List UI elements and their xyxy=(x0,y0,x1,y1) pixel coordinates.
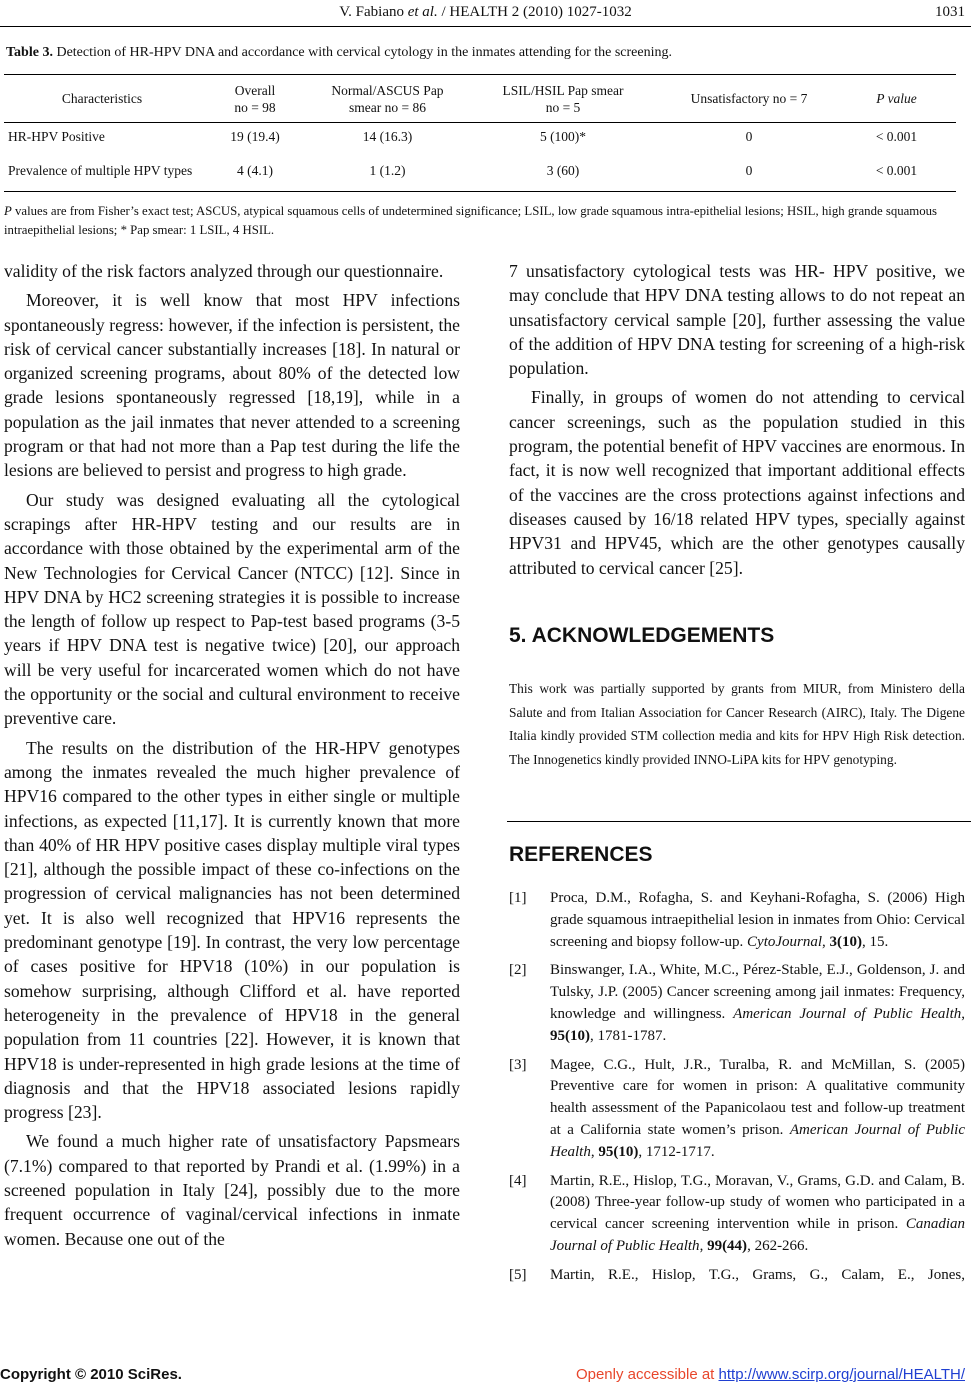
paragraph: Finally, in groups of women do not attending to cervical cancer screenings, such as the population studied in this program, the potential benefit of HPV vaccines are enormous. In fact, it is now well recognized that important additional effects of the vaccines are the cross protections against infections and diseases caused by 16/18 related HPV types, specially against HPV31 and HPV45, which are the other genotypes causally attributed to cervical cancer [25]. xyxy=(509,387,965,578)
reference-item: [1] Proca, D.M., Rofagha, S. and Keyhani-Rofagha, S. (2006) High grade squamous intraepithelial lesion in inmates from Ohio: Cervical screening and biopsy follow-up. CytoJournal, 3(10), 15. xyxy=(509,890,965,950)
paragraph: Moreover, it is well know that most HPV infections spontaneously regress: however, if the infection is persistent, the risk of cervical cancer substantially increases [18]. In natural or organized screening programs, about 80% of the detected low grade lesions spontaneously regressed [18,19], while in a population as the jail inmates that never attended to a screening program or that had not more than a Pap test during the life the lesions are believed to persist and progress to high grade. xyxy=(4,290,460,481)
page-footer xyxy=(0,1366,971,1388)
acknowledgements-text: This work was partially supported by grants from MIUR, from Ministero della Salute and from Italian Association for Cancer Research (AIRC), Italy. The Digene Italia kindly provided STM collection media and kits for HPV High Risk detection. The Innogenetics kindly provided INNO-LiPA kits for HPV genotyping. xyxy=(509,681,965,767)
paragraph: The results on the distribution of the HR-HPV genotypes among the inmates revealed the much higher prevalence of HPV16 compared to the other types in either single or multiple infections, as expected [11,17]. It is currently known that more than 40% of HR HPV positive cases display multiple viral types [21], although the possible impact of these co-infections on the progression of cervical malignancies has not been determined yet. It is also well recognized that HPV16 represents the predominant genotype [19]. In contrast, the very low percentage of cases positive for HPV18 (10%) in our population is somehow surprising, although Clifford et al. have reported heterogeneity in the prevalence of HPV18 in the general population from 11 countries [22]. However, it is known that HPV18 is under-represented in high grade lesions at the time of diagnosis and that the HPV18 associated lesions rapidly progress [23]. xyxy=(4,737,460,1123)
table-row xyxy=(4,123,956,150)
cell-overall: 4 (4.1) xyxy=(237,162,273,178)
cell-lsil: 3 (60) xyxy=(546,162,580,178)
paragraph: validity of the risk factors analyzed through our questionnaire. xyxy=(4,261,444,281)
cell-overall: 19 (19.4) xyxy=(230,128,280,144)
right-column xyxy=(509,259,965,580)
references-list xyxy=(509,888,965,1294)
table-footnote: P values are from Fisher’s exact test; ASCUS, atypical squamous cells of undetermined significance; LSIL, low grade squamous intra-epithelial lesions; HSIL, high grande squamous intraepithelial lesions; * Pap smear: 1 LSIL, 4 HSIL. xyxy=(4,204,938,237)
header-rule xyxy=(0,26,971,27)
col-unsatisfactory: Unsatisfactory no = 7 xyxy=(690,91,808,106)
table-header-row xyxy=(4,75,956,123)
paragraph: 7 unsatisfactory cytological tests was HR- HPV positive, we may conclude that HPV DNA testing allows to do not repeat an unsatisfactory cervical sample [20], further assessing the value of the addition of HPV DNA testing for screening of a high-risk population. xyxy=(509,261,965,379)
table-label: Table 3. xyxy=(6,45,53,60)
paragraph: We found a much higher rate of unsatisfactory Papsmears (7.1%) compared to that reported by Prandi et al. (1.99%) in a screened population in Italy [24], possibly due to the more frequent occurrence of vaginal/cervical infections in inmate women. Because one out of the xyxy=(4,1131,460,1249)
col-overall: Overall no = 98 xyxy=(234,82,276,115)
col-normal: Normal/ASCUS Pap smear no = 86 xyxy=(331,82,444,115)
table-caption: Table 3. Detection of HR-HPV DNA and accordance with cervical cytology in the inmates attending for the screening. xyxy=(6,45,673,60)
page-number: 1031 xyxy=(935,4,965,20)
paragraph: Our study was designed evaluating all the cytological scrapings after HR-HPV testing and our results are in accordance with those obtained by the experimental arm of the New Technologies for Cervical Cancer (NTCC) [12]. Since in HPV DNA by HC2 screening strategies it is possible to increase the length of follow up respect to Pap-test based programs (3-5 years if HPV DNA test is negative twice) [20], our approach will be very useful for incarcerated women which do not have the opportunity or the social and cultural environment to receive preventive care. xyxy=(4,489,460,729)
running-header xyxy=(0,4,971,26)
journal-citation: V. Fabiano et al. / HEALTH 2 (2010) 1027-1032 xyxy=(339,4,632,20)
results-table xyxy=(4,74,956,192)
cell-p: < 0.001 xyxy=(875,128,918,144)
section-divider xyxy=(507,821,971,822)
col-characteristics: Characteristics xyxy=(61,91,143,106)
cell-lsil: 5 (100)* xyxy=(539,128,587,144)
et-al: et al. xyxy=(407,4,438,20)
cell-p: < 0.001 xyxy=(875,162,918,178)
left-column xyxy=(4,259,460,1251)
reference-item: [2] Binswanger, I.A., White, M.C., Pérez-Stable, E.J., Goldenson, J. and Tulsky, J.P. (2005) Cancer screening among jail inmates: Frequency, knowledge and willingness. American Journal of Public Health, 95(10), 1781-1787. xyxy=(509,962,965,1044)
cell-normal: 14 (16.3) xyxy=(362,128,413,144)
cell-normal: 1 (1.2) xyxy=(369,162,406,178)
col-p-value: P value xyxy=(876,91,917,106)
cell-unsat: 0 xyxy=(745,128,753,144)
row-label: Prevalence of multiple HPV types xyxy=(8,162,193,178)
cell-unsat: 0 xyxy=(745,162,753,178)
col-lsil: LSIL/HSIL Pap smear no = 5 xyxy=(502,82,624,115)
table-row xyxy=(4,150,956,192)
acknowledgements-heading: 5. ACKNOWLEDGEMENTS xyxy=(509,624,775,647)
copyright: Copyright © 2010 SciRes. xyxy=(0,1366,182,1383)
journal-link[interactable]: http://www.scirp.org/journal/HEALTH/ xyxy=(718,1366,965,1383)
reference-item: [4] Martin, R.E., Hislop, T.G., Moravan, V., Grams, G.D. and Calam, B. (2008) Three-year follow-up study of women who participated in a cervical cancer screening intervention while in prison. Canadian Journal of Public Health, 99(44), 262-266. xyxy=(509,1172,965,1254)
row-label: HR-HPV Positive xyxy=(8,128,105,144)
references-heading: REFERENCES xyxy=(509,843,653,866)
reference-item: [3] Magee, C.G., Hult, J.R., Turalba, R. and McMillan, S. (2005) Preventive care for women in prison: A qualitative community health assessment of the Papanicolaou test and follow-up treatment at a California state women’s prison. American Journal of Public Health, 95(10), 1712-1717. xyxy=(509,1056,965,1160)
open-access-notice: Openly accessible at http://www.scirp.org/journal/HEALTH/ xyxy=(575,1366,965,1383)
reference-item: [5] Martin, R.E., Hislop, T.G., Grams, G., Calam, E., Jones, xyxy=(509,1266,965,1283)
